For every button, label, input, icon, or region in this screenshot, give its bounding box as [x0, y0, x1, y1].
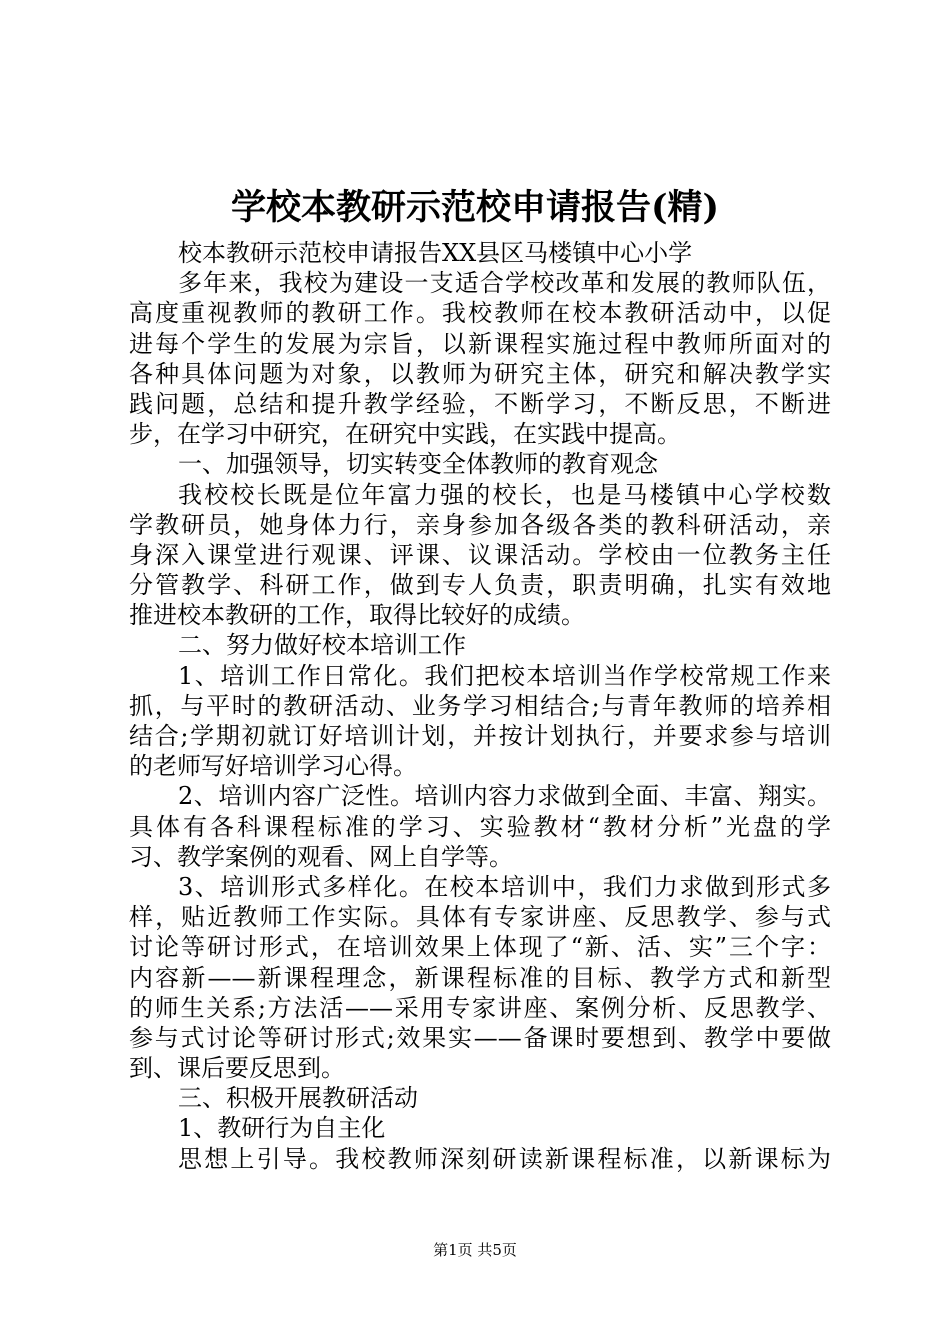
text-line: 二、努力做好校本培训工作	[178, 631, 466, 660]
text-line: 多年来，我校为建设一支适合学校改革和发展的教师队伍，	[178, 269, 831, 298]
text-line: 具体有各科课程标准的学习、实验教材“教材分析”光盘的学	[129, 812, 831, 841]
text-line: 我校校长既是位年富力强的校长，也是马楼镇中心学校数	[178, 480, 831, 509]
text-line: 身深入课堂进行观课、评课、议课活动。学校由一位教务主任	[129, 540, 831, 569]
text-line: 习、教学案例的观看、网上自学等。	[129, 842, 513, 871]
text-line: 三、积极开展教研活动	[178, 1084, 418, 1113]
text-line: 一、加强领导，切实转变全体教师的教育观念	[178, 450, 658, 479]
document-title: 学校本教研示范校申请报告(精)	[230, 187, 720, 228]
text-line: 高度重视教师的教研工作。我校教师在校本教研活动中，以促	[129, 299, 831, 328]
text-line: 分管教学、科研工作，做到专人负责，职责明确，扎实有效地	[129, 571, 831, 600]
text-line: 学教研员，她身体力行，亲身参加各级各类的教科研活动，亲	[129, 510, 831, 539]
text-line: 的师生关系;方法活——采用专家讲座、案例分析、反思教学、	[129, 993, 831, 1022]
text-line: 推进校本教研的工作，取得比较好的成绩。	[129, 601, 585, 630]
text-line: 样，贴近教师工作实际。具体有专家讲座、反思教学、参与式	[129, 903, 831, 932]
text-line: 1、培训工作日常化。我们把校本培训当作学校常规工作来	[178, 661, 831, 690]
text-line: 的老师写好培训学习心得。	[129, 752, 417, 781]
text-line: 结合;学期初就订好培训计划，并按计划执行，并要求参与培训	[129, 722, 831, 750]
text-line: 参与式讨论等研讨形式;效果实——备课时要想到、教学中要做	[129, 1023, 831, 1052]
page-footer: 第1页 共5页	[433, 1241, 517, 1259]
text-line: 内容新——新课程理念，新课程标准的目标、教学方式和新型	[129, 963, 831, 992]
text-line: 践问题，总结和提升教学经验，不断学习，不断反思，不断进	[129, 389, 831, 418]
text-line: 校本教研示范校申请报告XX县区马楼镇中心小学	[178, 239, 693, 267]
text-line: 1、教研行为自主化	[178, 1114, 386, 1143]
text-line: 思想上引导。我校教师深刻研读新课程标准，以新课标为	[178, 1144, 831, 1173]
text-line: 2、培训内容广泛性。培训内容力求做到全面、丰富、翔实。	[178, 782, 831, 811]
text-line: 进每个学生的发展为宗旨，以新课程实施过程中教师所面对的	[129, 329, 831, 358]
text-line: 3、培训形式多样化。在校本培训中，我们力求做到形式多	[178, 872, 831, 901]
text-line: 到、课后要反思到。	[129, 1054, 345, 1083]
text-line: 抓，与平时的教研活动、业务学习相结合;与青年教师的培养相	[129, 691, 831, 720]
document-body	[129, 238, 831, 1174]
text-line: 步，在学习中研究，在研究中实践，在实践中提高。	[129, 420, 681, 449]
text-line: 各种具体问题为对象，以教师为研究主体，研究和解决教学实	[129, 359, 831, 388]
text-line: 讨论等研讨形式，在培训效果上体现了“新、活、实”三个字：	[129, 933, 831, 962]
